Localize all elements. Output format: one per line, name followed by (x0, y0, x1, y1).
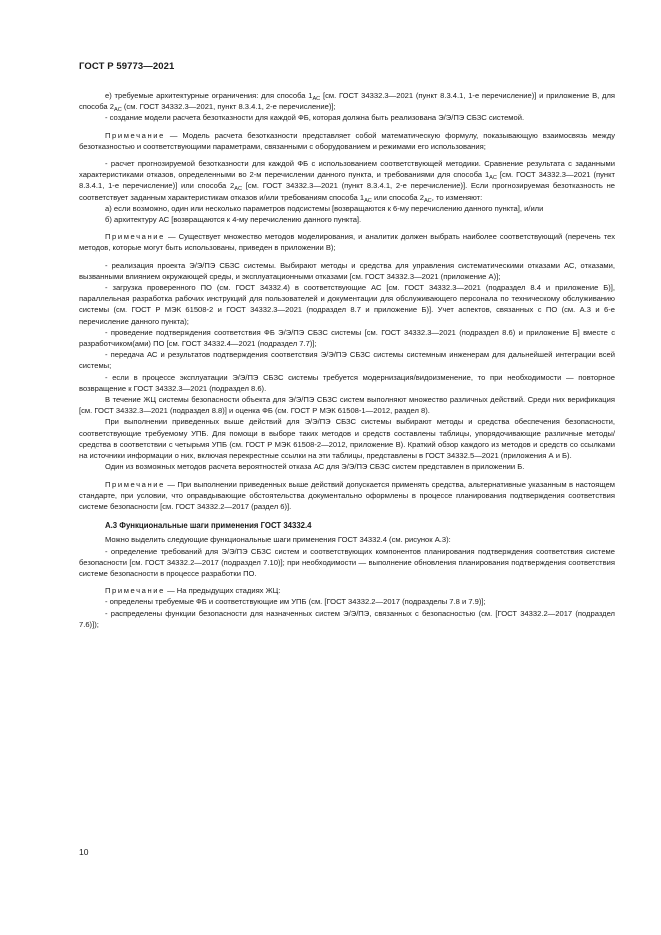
note-label: Примечание (105, 232, 165, 242)
paragraph-reliability-calc (79, 158, 615, 203)
subscript: AC (489, 175, 497, 182)
paragraph-validation: - проведение подтверждения соответствия ФБ Э/Э/ПЭ СБЗС системы [см. ГОСТ 34332.3—2021 (подраздел 8.6) и приложение Б] вместе с разработчиком(ами) ПО [см. ГОСТ 34332.4—2021 (подраздел 7.7)]; (79, 327, 615, 349)
paragraph-distributed-functions: - распределены функции безопасности для назначенных систем Э/Э/ПЭ, связанных с безопасностью (см. [ГОСТ 34332.2—2017 (подраздел 7.6)]); (79, 608, 615, 629)
note-4 (79, 585, 615, 596)
subscript: AC (312, 96, 321, 102)
subscript: AC (234, 186, 243, 193)
section-heading: А.3 Функциональные шаги применения ГОСТ 34332.4 (105, 521, 312, 531)
text-fragment: е) требуемые архитектурные ограничения: для способа 1 (105, 91, 313, 100)
note-text: — При выполнении приведенных выше действий допускается применять средства, альтернативные указанным в настоящем стандарте, при условии, что оправдывающие обстоятельства документально оформлены в процессе планирования подтверждения соответствия системе безопасности [см. ГОСТ 34332.2—2017 (раздел 6)]. (79, 479, 615, 511)
paragraph-failure-method: Один из возможных методов расчета вероятностей отказа АС для Э/Э/ПЭ СБЗС систем представлен в приложении Б. (105, 462, 525, 472)
text-fragment: (см. ГОСТ 34332.3—2021, пункт 8.3.4.1, 2-е перечисление)]; (121, 102, 336, 112)
note-label: Примечание (105, 586, 165, 596)
list-item-a: а) если возможно, один или несколько параметров подсистемы [возвращаются к 6-му перечислению данного пункта], и/или (105, 203, 544, 213)
text-fragment: [см. ГОСТ 34332.3—2021 (пункт 8.3.4.1, 2-е перечисление)]. Если прогнозируемая безотказность не соответствует заданным характеристикам отказов и/или требованиям способа 1 (79, 181, 616, 202)
note-2 (79, 231, 615, 253)
subscript: AC (364, 197, 372, 204)
note-1 (79, 130, 615, 152)
text-fragment: [см. ГОСТ 34332.3—2021 (пункт 8.3.4.1, 1-е перечисление)] и приложение В, для способа 2 (79, 91, 615, 112)
paragraph-software-loading: - загрузка проверенного ПО (см. ГОСТ 34332.4) в соответствующие АС [см. ГОСТ 34332.3—2021 (подраздел 8.4 и приложение Б)], параллельная разработка рабочих инструкций для пользователей и документации для обслуживающего персонала по техническому обслуживанию системы (см. ГОСТ Р МЭК 61508-2 и ГОСТ 34332.3—2021 (подраздел 8.7 и приложение Б)]. Учет аспектов, связанных с ПО (см. А.3 и 6-е перечисление данного пункта); (79, 283, 615, 326)
text-fragment: - расчет прогнозируемой безотказности для каждой ФБ с использованием соответствующей методики. Сравнение результата с заданными характеристиками отказов, определенными во 2-м перечислении данного пункта, и требованиями для способа 1 (79, 159, 615, 180)
page-number: 10 (79, 847, 89, 857)
text-fragment: [см. ГОСТ 34332.3—2021 (пункт 8.3.4.1, 1-е перечисление)] или способа 2 (79, 170, 616, 191)
paragraph-modification: - если в процессе эксплуатации Э/Э/ПЭ СБЗС системы требуется модернизация/видоизменение, то при необходимости — повторное возвращение к ГОСТ 34332.3—2021 (подраздел 8.6). (79, 372, 615, 393)
note-text: — На предыдущих стадиях ЖЦ: (164, 586, 281, 596)
paragraph-defined-functions: - определены требуемые ФБ и соответствующие им УПБ (см. [ГОСТ 34332.2—2017 (подразделы 7.8 и 7.9)]; (105, 597, 486, 607)
paragraph-handover: - передача АС и результатов подтверждения соответствия Э/Э/ПЭ СБЗС системы системным инженерам для дальнейшей интеграции всей системы; (79, 350, 615, 371)
subscript: AC (423, 197, 432, 204)
note-3 (79, 479, 615, 513)
note-label: Примечание (105, 479, 165, 489)
note-text: — Существует множество методов моделирования, и аналитик должен выбрать наиболее соответствующий (перечень тех методов, которые могут быть использованы, приведен в приложении В); (79, 232, 615, 253)
list-item-b: б) архитектуру АС [возвращаются к 4-му перечислению данного пункта]. (105, 215, 362, 225)
text-fragment: , то изменяют: (431, 192, 483, 202)
paragraph-methods: При выполнении приведенных выше действий для Э/Э/ПЭ СБЗС системы выбирают методы и средства обеспечения безопасности, соответствующие требуемому УПБ. Для помощи в выборе таких методов и средств составлены таблицы, упорядочивающие различные методы/средства в соответствии с четырьмя УПБ (см. ГОСТ Р МЭК 61508-2—2012, приложение В). Краткий обзор каждого из методов и средств со ссылками на источники информации о них, включая перекрестные ссылки на эти таблицы, представлены в ГОСТ 34332.5—2021 (приложения А и Б). (79, 417, 615, 461)
note-text: — Модель расчета безотказности представляет собой математическую формулу, показывающую взаимосвязь между безотказностью и соответствующими параметрами, связанными с оборудованием и режимами его использования; (79, 130, 615, 151)
paragraph-requirements: - определение требований для Э/Э/ПЭ СБЗС систем и соответствующих компонентов планирования подтверждения соответствия системе безопасности [см. ГОСТ 34332.2—2017 (подраздел 7.10)]; при необходимости — выполнение обновления планирования подтверждения соответствия системе безопасности в процессе разработки ПО. (79, 546, 615, 578)
paragraph-reliability-model: - создание модели расчета безотказности для каждой ФБ, которая должна быть реализована Э/Э/ПЭ СБЗС системой. (105, 113, 525, 123)
body-text (79, 90, 615, 630)
text-fragment: или способа 2 (371, 192, 424, 202)
document-header: ГОСТ Р 59773—2021 (79, 61, 175, 72)
paragraph-lifecycle: В течение ЖЦ системы безопасности объекта для Э/Э/ПЭ СБЗС систем выполняют множество различных действий. Среди них верификация [см. ГОСТ 34332.3—2021 (подраздел 8.8)] и оценка ФБ (см. ГОСТ Р МЭК 61508-1—2012, раздел 8). (79, 395, 615, 416)
paragraph-architectural-constraints (79, 90, 615, 112)
note-label: Примечание (105, 130, 165, 140)
paragraph-functional-steps: Можно выделить следующие функциональные шаги применения ГОСТ 34332.4 (см. рисунок А.3): (105, 535, 451, 545)
paragraph-implementation: - реализация проекта Э/Э/ПЭ СБЗС системы. Выбирают методы и средства для управления систематическими отказами АС, отказами, вызванными влиянием окружающей среды, и эксплуатационными отказами [см. ГОСТ 34332.3—2021 (приложение А)]; (79, 260, 615, 281)
subscript: AC (113, 107, 122, 114)
